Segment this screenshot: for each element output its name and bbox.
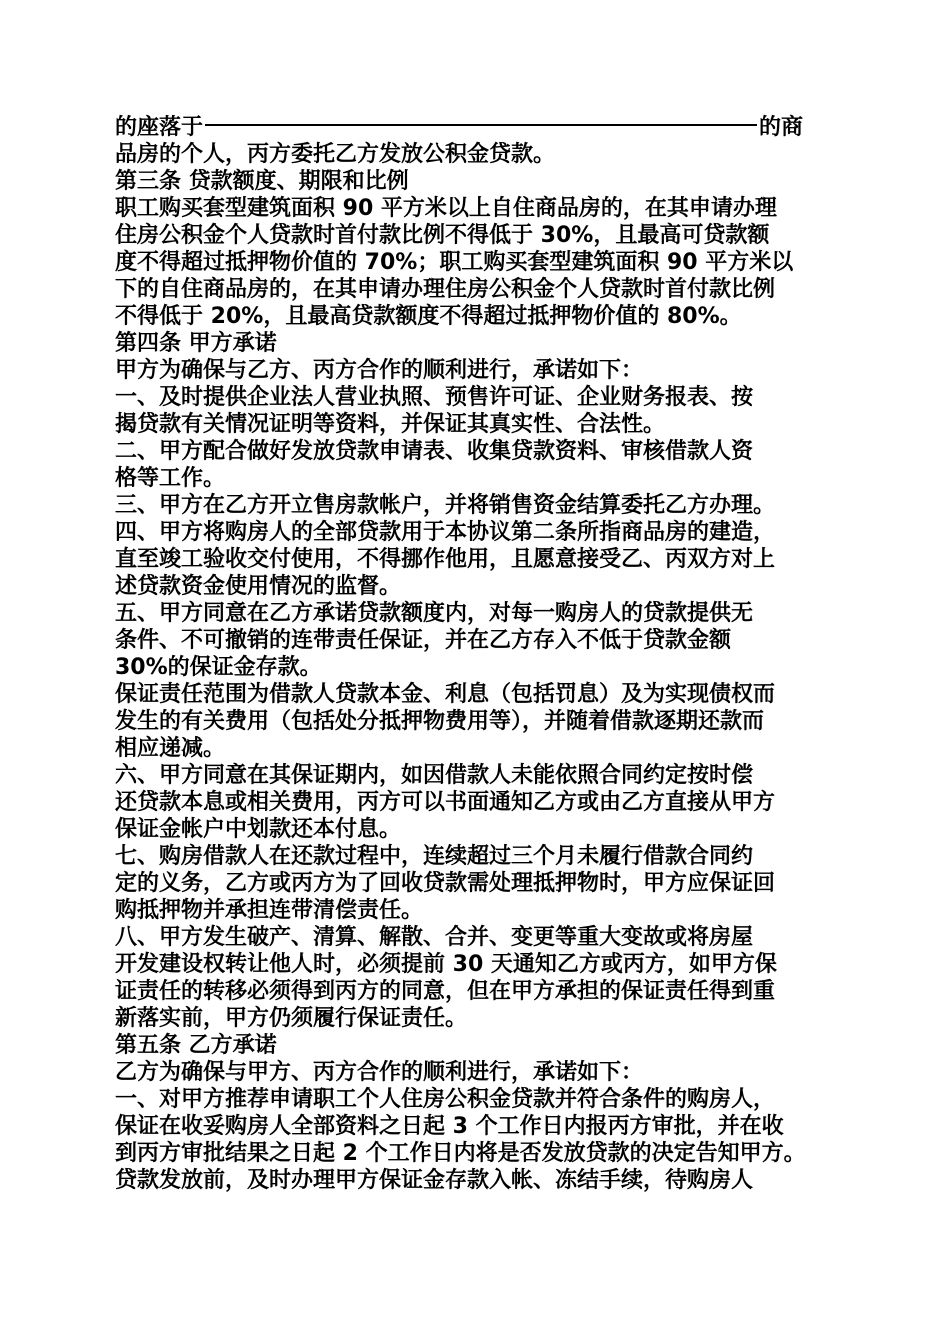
text-line-1 bbox=[115, 114, 845, 141]
text-line: 度不得超过抵押物价值的 70%；职工购买套型建筑面积 90 平方米以 bbox=[115, 250, 794, 275]
text-line: 五、甲方同意在乙方承诺贷款额度内，对每一购房人的贷款提供无 bbox=[115, 601, 754, 626]
text-line: 保证责任范围为借款人贷款本金、利息（包括罚息）及为实现债权而 bbox=[115, 682, 776, 707]
text-line: 新落实前，甲方仍须履行保证责任。 bbox=[115, 1006, 468, 1031]
text-line: 揭贷款有关情况证明等资料，并保证其真实性、合法性。 bbox=[115, 412, 666, 437]
text-line: 七、购房借款人在还款过程中，连续超过三个月未履行借款合同约 bbox=[115, 844, 754, 869]
text-line: 保证金帐户中划款还本付息。 bbox=[115, 817, 402, 842]
text-line: 六、甲方同意在其保证期内，如因借款人未能依照合同约定按时偿 bbox=[115, 763, 754, 788]
section-heading-article-3: 第三条 贷款额度、期限和比例 bbox=[115, 169, 409, 194]
text-line: 不得低于 20%，且最高贷款额度不得超过抵押物价值的 80%。 bbox=[115, 304, 742, 329]
text-line: 一、及时提供企业法人营业执照、预售许可证、企业财务报表、按 bbox=[115, 385, 754, 410]
text-line: 品房的个人，丙方委托乙方发放公积金贷款。 bbox=[115, 142, 556, 167]
location-prefix: 的座落于 bbox=[115, 115, 204, 140]
text-line: 乙方为确保与甲方、丙方合作的顺利进行，承诺如下： bbox=[115, 1060, 644, 1085]
text-line: 职工购买套型建筑面积 90 平方米以上自住商品房的，在其申请办理 bbox=[115, 196, 777, 221]
text-line: 贷款发放前，及时办理甲方保证金存款入帐、冻结手续，待购房人 bbox=[115, 1168, 754, 1193]
text-line: 还贷款本息或相关费用，丙方可以书面通知乙方或由乙方直接从甲方 bbox=[115, 790, 776, 815]
text-line: 甲方为确保与乙方、丙方合作的顺利进行，承诺如下： bbox=[115, 358, 644, 383]
text-line: 30%的保证金存款。 bbox=[115, 655, 322, 680]
section-heading-article-5: 第五条 乙方承诺 bbox=[115, 1033, 277, 1058]
text-line: 住房公积金个人贷款时首付款比例不得低于 30%，且最高可贷款额 bbox=[115, 223, 770, 248]
text-line: 开发建设权转让他人时，必须提前 30 天通知乙方或丙方，如甲方保 bbox=[115, 952, 777, 977]
text-line: 到丙方审批结果之日起 2 个工作日内将是否发放贷款的决定告知甲方。 bbox=[115, 1141, 806, 1166]
text-line: 证责任的转移必须得到丙方的同意，但在甲方承担的保证责任得到重 bbox=[115, 979, 776, 1004]
text-line: 二、甲方配合做好发放贷款申请表、收集贷款资料、审核借款人资 bbox=[115, 439, 754, 464]
text-line: 发生的有关费用（包括处分抵押物费用等），并随着借款逐期还款而 bbox=[115, 709, 765, 734]
text-line: 三、甲方在乙方开立售房款帐户，并将销售资金结算委托乙方办理。 bbox=[115, 493, 776, 518]
fill-in-blank-line bbox=[205, 124, 757, 126]
text-line: 条件、不可撤销的连带责任保证，并在乙方存入不低于贷款金额 bbox=[115, 628, 732, 653]
text-line: 格等工作。 bbox=[115, 466, 226, 491]
section-heading-article-4: 第四条 甲方承诺 bbox=[115, 331, 277, 356]
location-suffix: 的商 bbox=[759, 115, 804, 140]
text-line: 八、甲方发生破产、清算、解散、合并、变更等重大变故或将房屋 bbox=[115, 925, 754, 950]
text-line: 述贷款资金使用情况的监督。 bbox=[115, 574, 402, 599]
text-line: 下的自住商品房的，在其申请办理住房公积金个人贷款时首付款比例 bbox=[115, 277, 776, 302]
text-line: 直至竣工验收交付使用，不得挪作他用，且愿意接受乙、丙双方对上 bbox=[115, 547, 776, 572]
document-page bbox=[115, 114, 845, 1194]
text-line: 购抵押物并承担连带清偿责任。 bbox=[115, 898, 424, 923]
text-line: 一、对甲方推荐申请职工个人住房公积金贷款并符合条件的购房人， bbox=[115, 1087, 776, 1112]
text-line: 定的义务，乙方或丙方为了回收贷款需处理抵押物时，甲方应保证回 bbox=[115, 871, 776, 896]
text-line: 保证在收妥购房人全部资料之日起 3 个工作日内报丙方审批，并在收 bbox=[115, 1114, 784, 1139]
text-line: 四、甲方将购房人的全部贷款用于本协议第二条所指商品房的建造， bbox=[115, 520, 776, 545]
text-line: 相应递减。 bbox=[115, 736, 226, 761]
